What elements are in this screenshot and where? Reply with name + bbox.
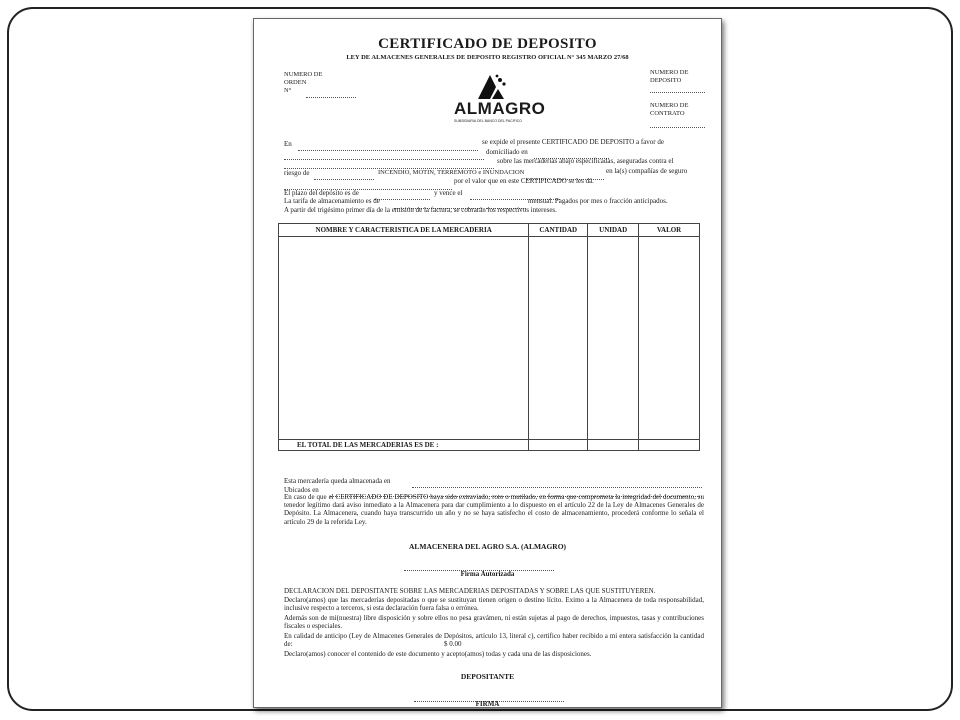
total-unidad[interactable] [588, 439, 639, 450]
field-en [298, 144, 478, 151]
logo-wordmark: ALMAGRO [454, 99, 546, 118]
field-almacenada [412, 481, 702, 488]
declaracion-3: En calidad de anticipo (Ley de Almacenes Generales de Depósitos, artículo 13, literal c), certifico haber recibido a mi entera satisfacción la cantidad de: [284, 632, 704, 649]
field-domicilio-2 [284, 162, 494, 169]
cell-valor[interactable] [639, 237, 700, 439]
certificate-document [253, 18, 722, 708]
cell-nombre[interactable] [279, 237, 529, 439]
label-vence: y vence el [434, 189, 463, 197]
document-subtitle: LEY DE ALMACENES GENERALES DE DEPOSITO REGISTRO OFICIAL N° 345 MARZO 27/68 [346, 54, 629, 61]
anticipo-amount: $ 0.00 [444, 640, 462, 648]
field-riesgo [314, 173, 374, 180]
extravio-paragraph: En caso de que el CERTIFICADO DE DEPOSITO haya sido extraviado, roto o mutilado, en forma que comprometa la integridad del documento, su tenedor legítimo dará aviso inmediato a la Almacenera para dar cumplimiento a lo dispuesto en el artículo 22 de la Ley de Almacenes Generales de Depósito. La Almacenera, cuando haya transcurrido un año y no se haya satisfecho el costo de almacenamiento, procederá conforme lo señala el artículo 29 de la referida Ley. [284, 493, 704, 526]
numero-deposito-label: NUMERO DE DEPOSITO [650, 69, 689, 84]
label-domiciliado: domiciliado en [486, 148, 528, 156]
numero-contrato-label: NUMERO DE CONTRATO [650, 102, 689, 117]
field-favor [284, 153, 484, 160]
label-riesgo: riesgo de [284, 169, 310, 177]
declaracion-title: DECLARACION DEL DEPOSITANTE SOBRE LAS MERCADERIAS DEPOSITADAS Y SOBRE LAS QUE SUSTITUYEREN. [284, 587, 656, 595]
table-header-row [279, 224, 700, 237]
label-companias: en la(s) compañías de seguro [606, 167, 688, 175]
document-title: CERTIFICADO DE DEPOSITO [378, 36, 597, 52]
merchandise-table [278, 223, 700, 451]
label-valor: por el valor que en este CERTIFICADO se les dá. [454, 177, 594, 185]
numero-contrato-line [650, 121, 705, 128]
total-label: EL TOTAL DE LAS MERCADERIAS ES DE : [279, 439, 529, 450]
declaracion-2: Además son de mi(nuestra) libre disposición y sobre ellos no pesa gravámen, ni están sujetas al pago de derechos, impuestos, tasas y contribuciones fiscales o especiales. [284, 614, 704, 631]
header-unidad: UNIDAD [588, 224, 639, 237]
label-expide: se expide el presente CERTIFICADO DE DEPOSITO a favor de [482, 138, 664, 146]
numero-orden-line [306, 91, 356, 98]
company-name: ALMACENERA DEL AGRO S.A. (ALMAGRO) [408, 542, 567, 551]
declaracion-1: Declaro(amos) que las mercaderías depositadas o que se sustituyan tienen origen o destino lícito. Eximo a la Almacenera de toda responsabilidad, inclusive respecto a terceros, si esta declaración fuera falsa o errónea. [284, 596, 704, 613]
header-cantidad: CANTIDAD [529, 224, 588, 237]
header-valor: VALOR [639, 224, 700, 237]
field-plazo [374, 193, 430, 200]
label-tarifa: La tarifa de almacenamiento es de [284, 197, 380, 205]
total-cantidad[interactable] [529, 439, 588, 450]
total-valor[interactable] [639, 439, 700, 450]
label-ubicados: Ubicados en [284, 486, 319, 494]
label-trigesimo: A partir del trigésimo primer día de la emisión de la factura, se cobrarán los respectivos intereses. [284, 206, 557, 214]
firma-label: FIRMA [475, 700, 500, 708]
table-total-row [279, 439, 700, 450]
numero-deposito-line [650, 86, 705, 93]
label-sobre: sobre las mercaderías abajo especificadas, aseguradas contra el [497, 157, 674, 165]
label-almacenada: Esta mercadería queda almacenada en [284, 477, 391, 485]
almagro-logo-icon [476, 71, 510, 101]
label-en: En [284, 140, 292, 148]
numero-orden-label: NUMERO DE ORDEN N° [284, 71, 323, 94]
declaracion-4: Declaro(amos) conocer el contenido de este documento y acepto(amos) todas y cada una de las disposiciones. [284, 650, 592, 658]
cell-unidad[interactable] [588, 237, 639, 439]
cell-cantidad[interactable] [529, 237, 588, 439]
depositante-label: DEPOSITANTE [460, 672, 515, 681]
riesgos-list: INCENDIO, MOTIN, TERREMOTO e INUNDACION [378, 169, 525, 176]
label-plazo: El plazo del depósito es de [284, 189, 359, 197]
logo-tagline: SUBSIDIARIA DEL BANCO DEL PACIFICO [454, 119, 522, 123]
firma-autorizada-label: Firma Autorizada [460, 570, 515, 578]
label-mensual: mensual. Pagados por mes o fracción anticipados. [528, 197, 668, 205]
header-nombre: NOMBRE Y CARACTERISTICA DE LA MERCADERIA [279, 224, 529, 237]
table-body-row [279, 237, 700, 439]
